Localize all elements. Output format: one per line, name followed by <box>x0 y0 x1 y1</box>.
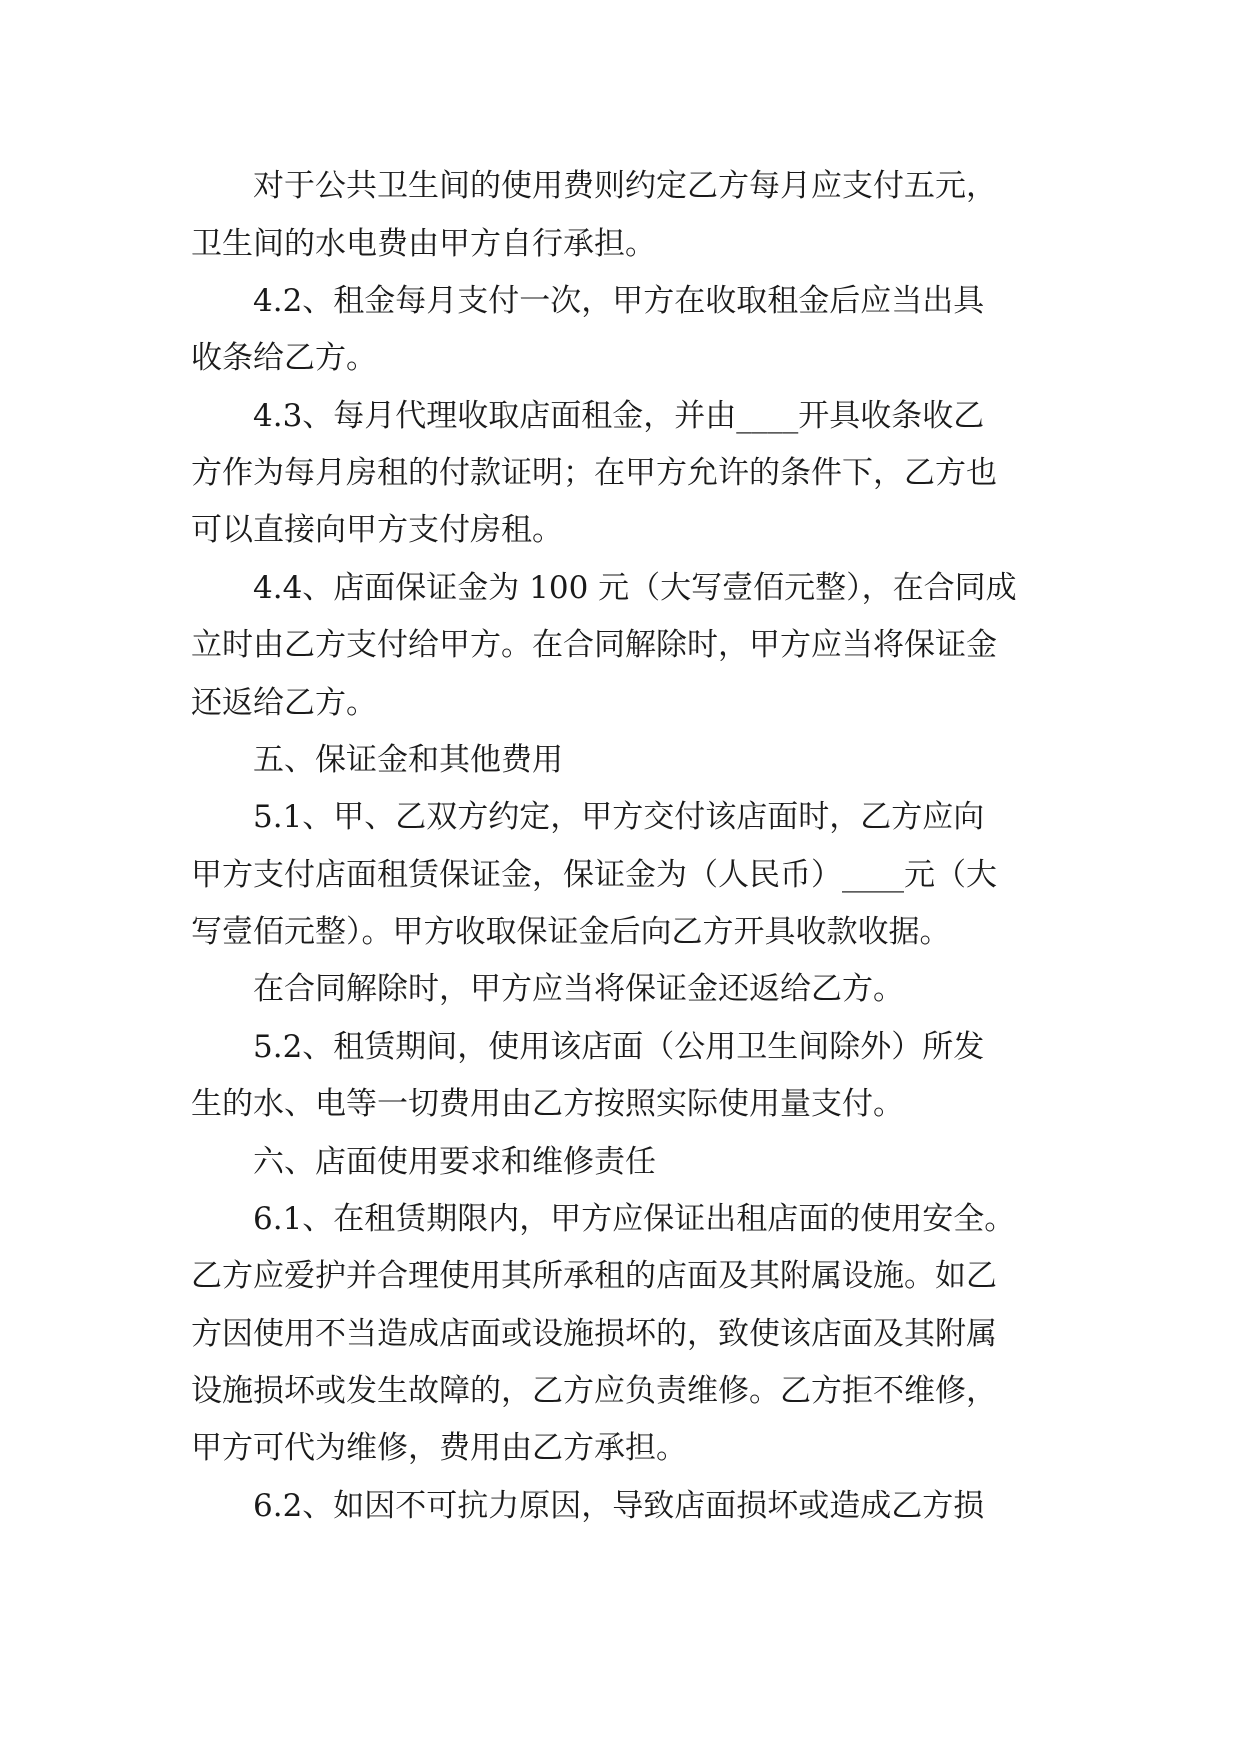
text-line: 立时由乙方支付给甲方。在合同解除时，甲方应当将保证金 <box>191 627 997 663</box>
text-line: 5.2、租赁期间，使用该店面（公用卫生间除外）所发 <box>253 1029 985 1065</box>
text-line: 4.2、租金每月支付一次，甲方在收取租金后应当出具 <box>253 283 985 319</box>
text-line: 在合同解除时，甲方应当将保证金还返给乙方。 <box>253 971 904 1007</box>
text-line: 收条给乙方。 <box>191 340 377 376</box>
text-line: 6.1、在租赁期限内，甲方应保证出租店面的使用安全。 <box>253 1201 1016 1237</box>
text-line: 5.1、甲、乙双方约定，甲方交付该店面时，乙方应向 <box>253 799 985 835</box>
text-line: 6.2、如因不可抗力原因，导致店面损坏或造成乙方损 <box>253 1488 985 1524</box>
text-line: 设施损坏或发生故障的，乙方应负责维修。乙方拒不维修， <box>191 1373 997 1409</box>
text-line: 对于公共卫生间的使用费则约定乙方每月应支付五元， <box>253 168 997 204</box>
text-line: 甲方可代为维修，费用由乙方承担。 <box>191 1430 687 1466</box>
text-line: 可以直接向甲方支付房租。 <box>191 512 563 548</box>
text-line: 方作为每月房租的付款证明；在甲方允许的条件下，乙方也 <box>191 455 997 491</box>
section-heading: 六、店面使用要求和维修责任 <box>253 1144 656 1180</box>
text-line: 甲方支付店面租赁保证金，保证金为（人民币）____元（大 <box>191 857 997 893</box>
text-line: 写壹佰元整）。甲方收取保证金后向乙方开具收款收据。 <box>191 914 951 950</box>
text-line: 4.3、每月代理收取店面租金，并由____开具收条收乙 <box>253 398 985 434</box>
text-line: 4.4、店面保证金为 100 元（大写壹佰元整），在合同成 <box>253 570 1017 606</box>
text-line: 生的水、电等一切费用由乙方按照实际使用量支付。 <box>191 1086 904 1122</box>
text-line: 还返给乙方。 <box>191 685 377 721</box>
text-line: 方因使用不当造成店面或设施损坏的，致使该店面及其附属 <box>191 1316 997 1352</box>
text-line: 乙方应爱护并合理使用其所承租的店面及其附属设施。如乙 <box>191 1258 997 1294</box>
text-line: 卫生间的水电费由甲方自行承担。 <box>191 226 656 262</box>
section-heading: 五、保证金和其他费用 <box>253 742 563 778</box>
